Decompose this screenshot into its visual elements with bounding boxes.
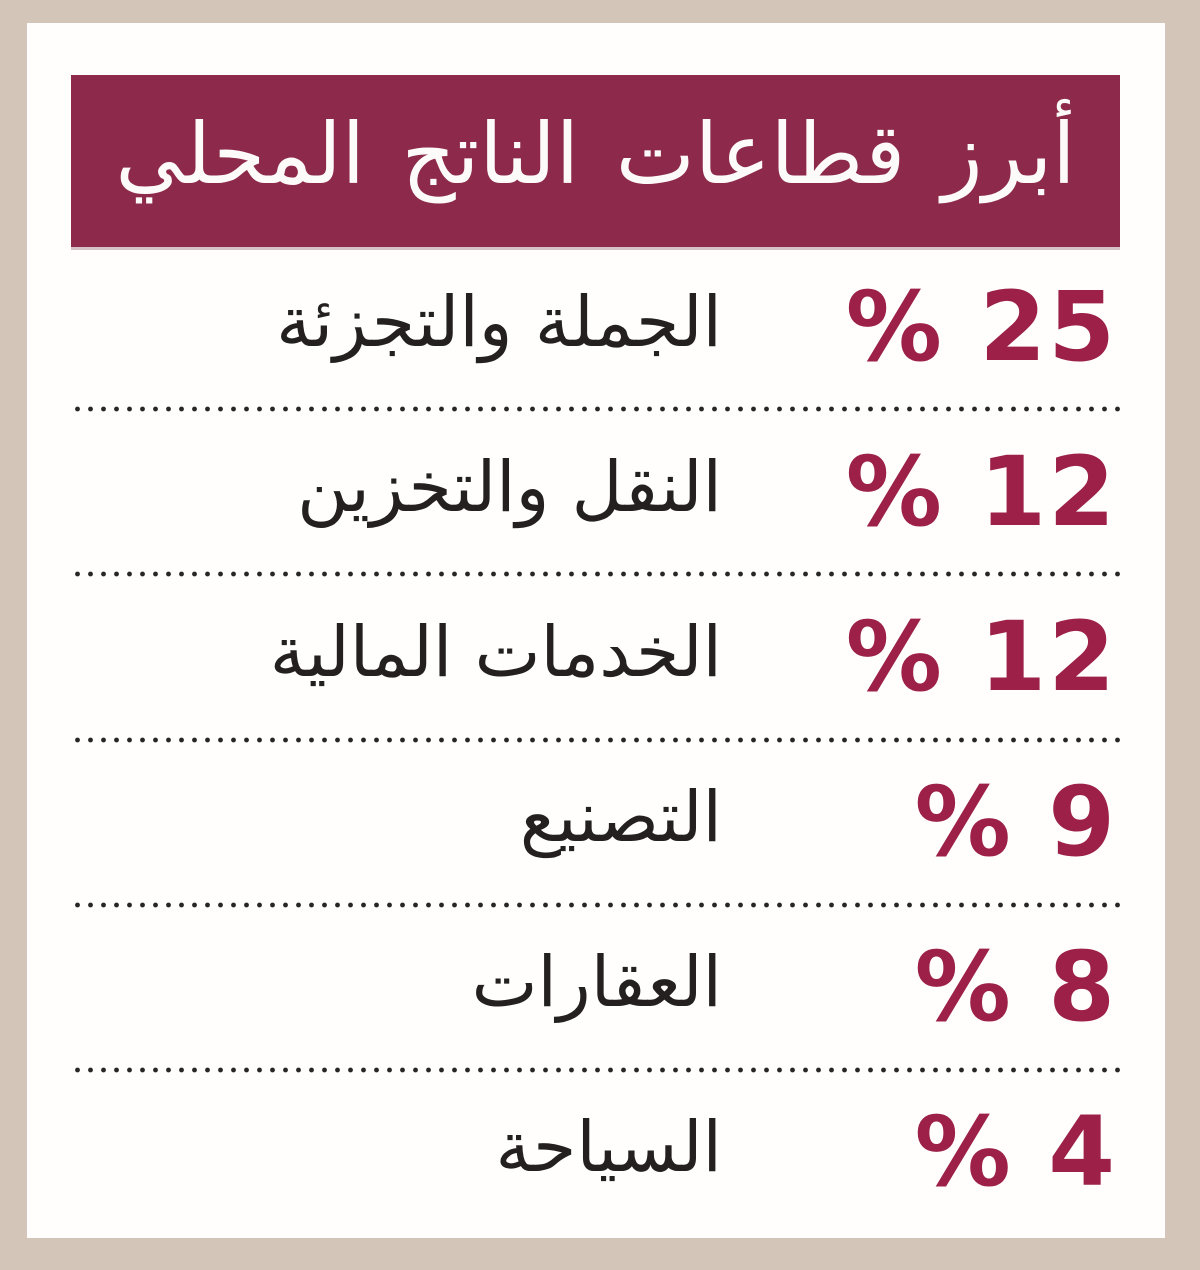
sector-row-tourism (27, 1073, 1165, 1232)
sector-row-wholesale-retail (27, 247, 1165, 406)
sector-value: % 25 (845, 270, 1117, 383)
sector-value: % 8 (914, 931, 1117, 1044)
sector-value: % 12 (845, 600, 1117, 713)
sector-row-real-estate (27, 908, 1165, 1067)
sector-row-financial-services (27, 577, 1165, 736)
sector-label: السياحة (495, 1106, 722, 1189)
sector-label: النقل والتخزين (297, 445, 722, 528)
sector-row-manufacturing (27, 743, 1165, 902)
sector-list (27, 247, 1165, 1238)
infographic-panel (27, 23, 1165, 1238)
sector-label: العقارات (471, 941, 722, 1024)
sector-value: % 9 (914, 766, 1117, 879)
sector-label: الخدمات المالية (269, 610, 722, 693)
chart-title-banner (71, 75, 1120, 247)
sector-label: التصنيع (519, 776, 722, 859)
chart-title: أبرز قطاعات الناتج المحلي (115, 105, 1076, 203)
sector-label: الجملة والتجزئة (276, 280, 722, 363)
sector-value: % 4 (914, 1096, 1117, 1209)
sector-value: % 12 (845, 435, 1117, 548)
sector-row-transport-storage (27, 412, 1165, 571)
